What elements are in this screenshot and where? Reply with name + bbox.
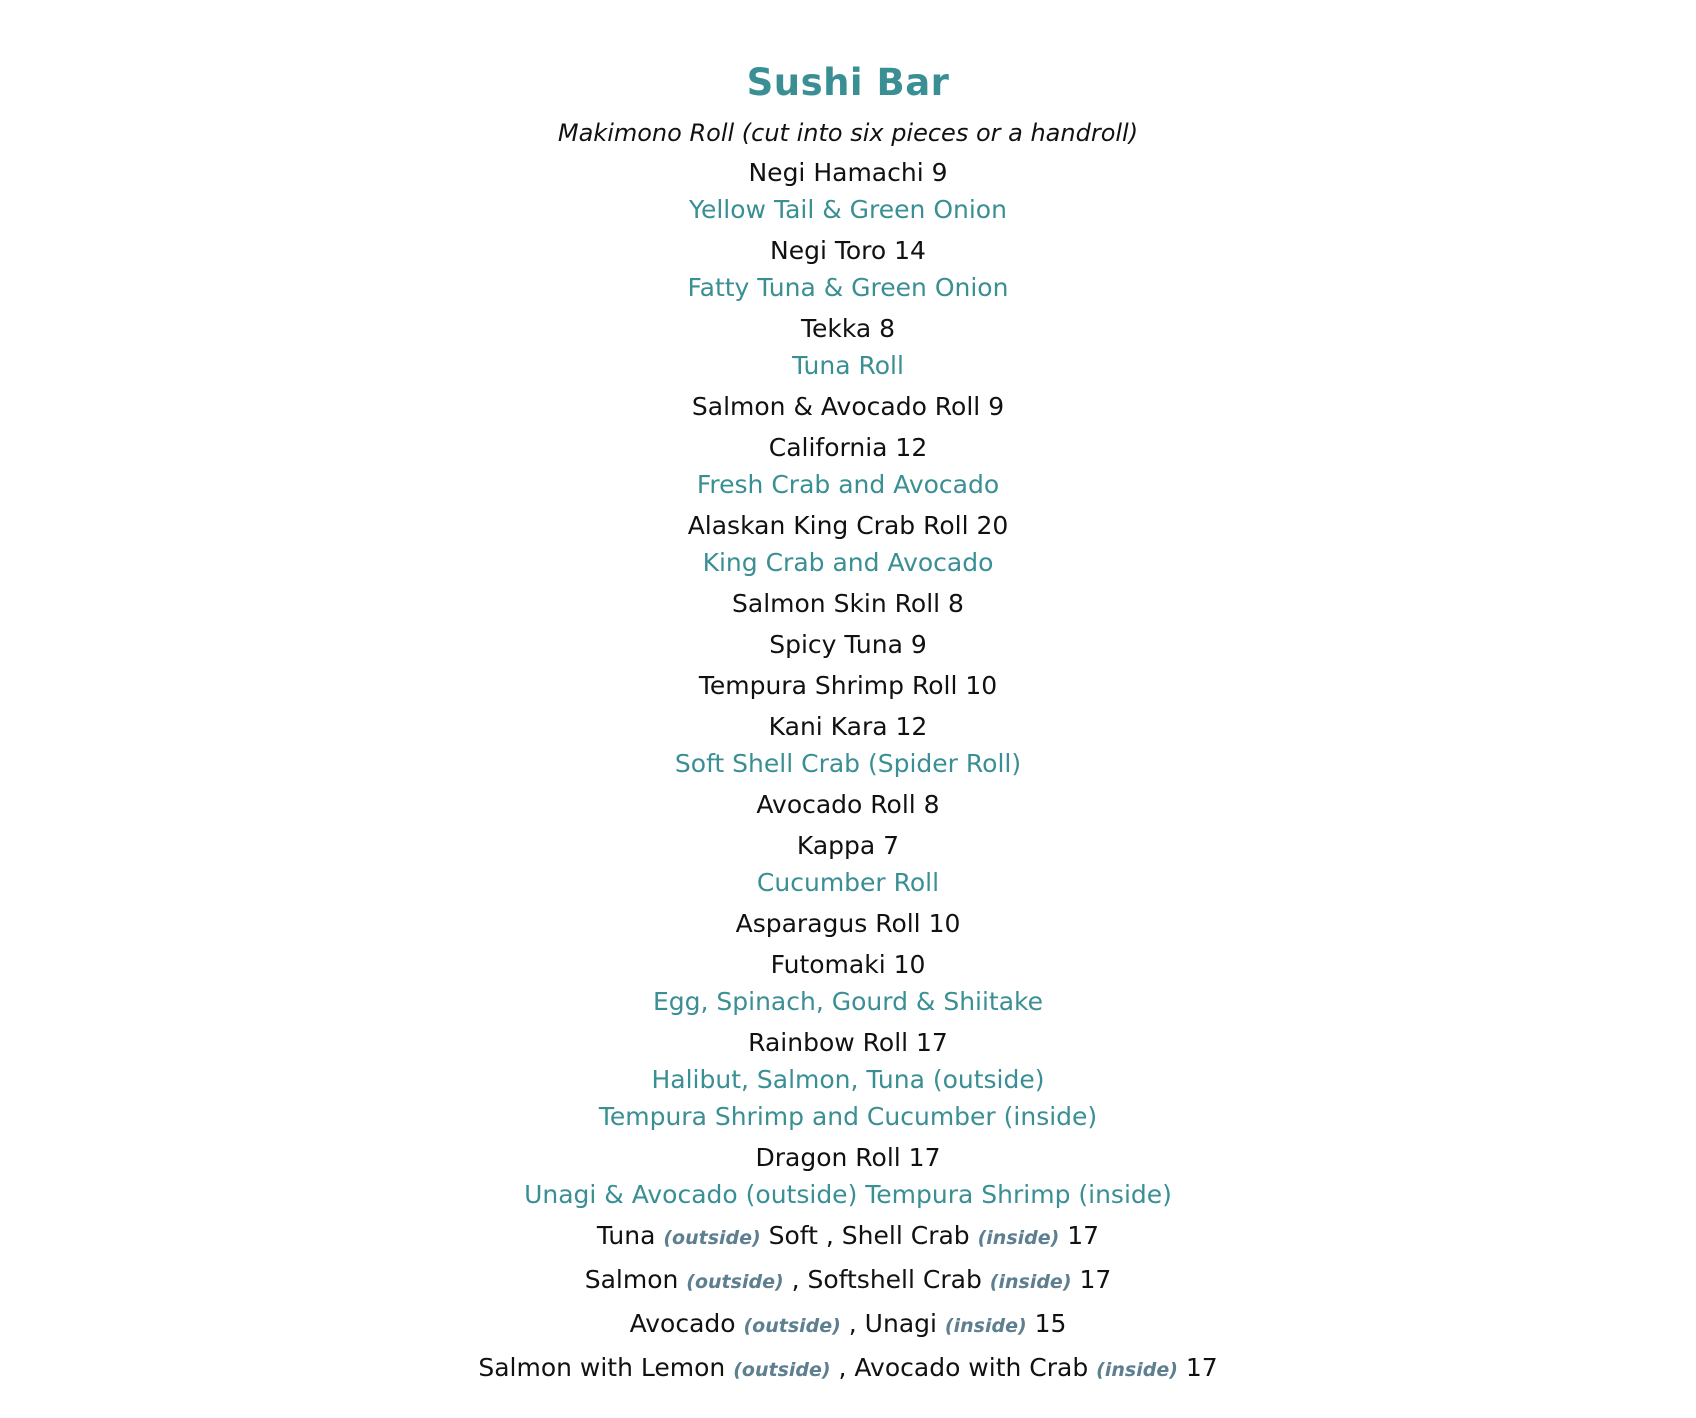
item-description: Unagi & Avocado (outside) Tempura Shrimp (inside)	[524, 1180, 1172, 1209]
item-name: California 12	[768, 433, 928, 462]
item-name: Dragon Roll 17	[755, 1143, 941, 1172]
item-name: Tekka 8	[800, 314, 896, 343]
menu-item	[0, 388, 1696, 425]
item-description: Fresh Crab and Avocado	[696, 470, 1000, 499]
outside-tag: (outside)	[663, 1227, 761, 1249]
item-name: Asparagus Roll 10	[735, 909, 961, 938]
special-price: 15	[1026, 1309, 1067, 1338]
menu-item	[0, 708, 1696, 782]
special-price: 17	[1071, 1265, 1112, 1294]
item-description: King Crab and Avocado	[702, 548, 994, 577]
menu-subtitle: Makimono Roll (cut into six pieces or a handroll)	[557, 119, 1139, 147]
special-item	[0, 1305, 1696, 1345]
item-name: Avocado Roll 8	[756, 790, 940, 819]
menu-item	[0, 507, 1696, 581]
inside-tag: (inside)	[989, 1271, 1072, 1293]
outside-tag: (outside)	[743, 1315, 841, 1337]
item-description: Cucumber Roll	[756, 868, 940, 897]
special-price: 17	[1177, 1353, 1218, 1382]
item-description: Tuna Roll	[792, 351, 904, 380]
item-name: Negi Hamachi 9	[748, 158, 948, 187]
menu-item	[0, 827, 1696, 901]
menu-item	[0, 585, 1696, 622]
inside-tag: (inside)	[977, 1227, 1060, 1249]
outside-tag: (outside)	[733, 1359, 831, 1381]
special-outside-text: Salmon with Lemon	[478, 1353, 734, 1382]
special-inside-text: , Softshell Crab	[783, 1265, 990, 1294]
item-description: Halibut, Salmon, Tuna (outside)	[651, 1065, 1045, 1094]
item-name: Futomaki 10	[770, 950, 926, 979]
special-price: 17	[1059, 1221, 1100, 1250]
menu-item	[0, 154, 1696, 228]
menu-title: Sushi Bar	[746, 61, 950, 104]
special-outside-text: Avocado	[629, 1309, 744, 1338]
menu-items	[0, 154, 1696, 1213]
menu-item	[0, 946, 1696, 1020]
specials-list	[0, 1217, 1696, 1389]
item-name: Salmon & Avocado Roll 9	[691, 392, 1005, 421]
special-outside-text: Salmon	[584, 1265, 687, 1294]
special-item	[0, 1217, 1696, 1257]
item-description: Egg, Spinach, Gourd & Shiitake	[652, 987, 1044, 1016]
item-description: Fatty Tuna & Green Onion	[687, 273, 1009, 302]
menu-item	[0, 786, 1696, 823]
menu-item	[0, 232, 1696, 306]
item-name: Spicy Tuna 9	[769, 630, 927, 659]
menu-item	[0, 905, 1696, 942]
item-description: Yellow Tail & Green Onion	[689, 195, 1007, 224]
special-item	[0, 1261, 1696, 1301]
menu-item	[0, 626, 1696, 663]
special-item	[0, 1349, 1696, 1389]
special-inside-text: Soft , Shell Crab	[760, 1221, 978, 1250]
outside-tag: (outside)	[686, 1271, 784, 1293]
item-name: Negi Toro 14	[770, 236, 926, 265]
special-inside-text: , Unagi	[840, 1309, 945, 1338]
special-outside-text: Tuna	[596, 1221, 664, 1250]
menu-item	[0, 667, 1696, 704]
menu-item	[0, 310, 1696, 384]
item-name: Tempura Shrimp Roll 10	[698, 671, 998, 700]
inside-tag: (inside)	[944, 1315, 1027, 1337]
item-name: Rainbow Roll 17	[748, 1028, 948, 1057]
inside-tag: (inside)	[1096, 1359, 1178, 1381]
item-description: Soft Shell Crab (Spider Roll)	[674, 749, 1022, 778]
item-name: Kappa 7	[796, 831, 900, 860]
special-inside-text: , Avocado with Crab	[830, 1353, 1097, 1382]
menu-item	[0, 1139, 1696, 1213]
menu-item	[0, 429, 1696, 503]
item-name: Kani Kara 12	[768, 712, 928, 741]
item-description: Tempura Shrimp and Cucumber (inside)	[598, 1102, 1098, 1131]
item-name: Salmon Skin Roll 8	[732, 589, 964, 618]
menu-item	[0, 1024, 1696, 1135]
item-name: Alaskan King Crab Roll 20	[687, 511, 1009, 540]
